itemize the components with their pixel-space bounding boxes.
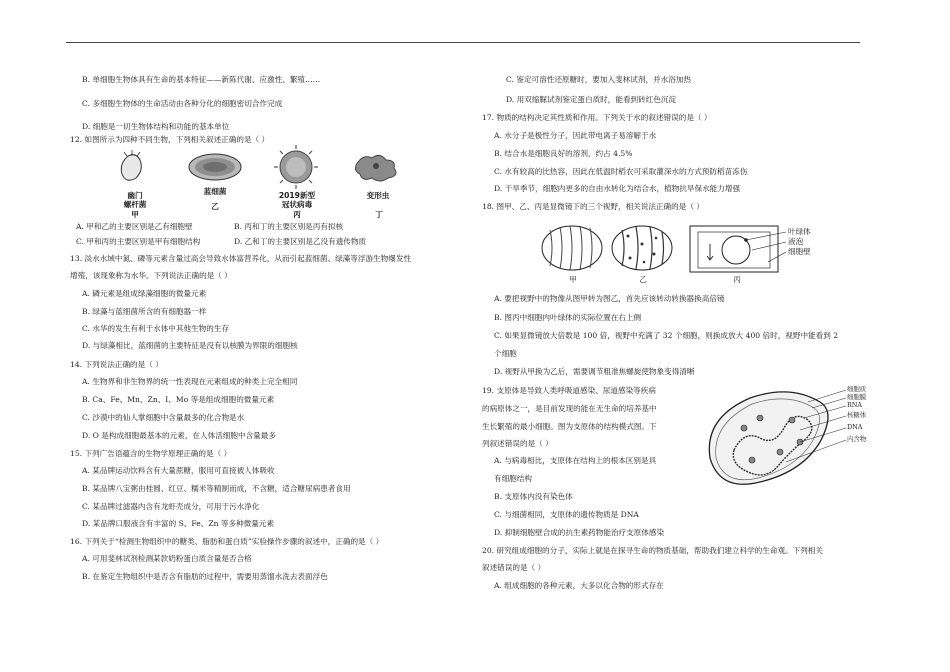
q19-option-b: B. 支原体内没有染色体 (494, 492, 573, 501)
q13-stem-line1: 13. 淡水水域中氮、磷等元素含量过高会导致水体富营养化，从而引起蓝细菌、绿藻等浮游生物爆发性 (70, 254, 412, 263)
q14-stem: 14. 下列说法正确的是（ ） (70, 360, 163, 369)
q17-option-b: B. 结合水是细胞良好的溶剂，约占 4.5% (494, 149, 633, 158)
q19-stem-line3: 生长繁殖的最小细胞。图为支原体的结构模式图。下 (482, 422, 657, 431)
q12-option-d: D. 乙和丁的主要区别是乙没有遗传物质 (234, 237, 367, 246)
q16-stem: 16. 下列关于“检测生物组织中的糖类、脂肪和蛋白质”实验操作步骤的叙述中，正确的是（ ） (70, 537, 384, 546)
q13-option-b: B. 绿藻与蓝细菌所含的有细胞器一样 (82, 307, 207, 316)
q18-option-d: D. 视野从甲换为乙后，需要调节粗准焦螺旋使物象变得清晰 (494, 367, 695, 376)
view-tag-1: 甲 (569, 275, 577, 284)
q17-option-d: D. 干旱季节，细胞内更多的自由水转化为结合水，植物抗旱保水能力增强 (494, 184, 741, 193)
myco-label-ribosome: 核糖体 (847, 411, 867, 419)
q13-option-d: D. 与绿藻相比，蓝细菌的主要特征是没有以核膜为界限的细胞核 (82, 341, 298, 350)
header-rule (66, 42, 860, 43)
q13-option-c: C. 水华的发生有利于水体中其他生物的生存 (82, 324, 230, 333)
coronavirus-icon (274, 145, 318, 189)
myco-label-inclusion: 内含物 (847, 435, 867, 443)
view-label-cell-wall: 细胞壁 (788, 247, 811, 256)
q11-option-c: C. 多细胞生物体的生命活动由各种分化的细胞密切合作完成 (82, 99, 283, 108)
q14-option-a: A. 生物界和非生物界的统一性表现在元素组成的种类上完全相同 (82, 377, 298, 386)
q18-figure (540, 218, 860, 290)
organism-tag-4: 丁 (375, 210, 383, 219)
q18-option-b: B. 图丙中细胞内叶绿体的实际位置在右上侧 (494, 313, 642, 322)
q14-option-c: C. 沙漠中的仙人掌细胞中含量最多的化合物是水 (82, 413, 245, 422)
q13-option-a: A. 磷元素是组成绿藻细胞的微量元素 (82, 289, 207, 298)
q11-option-b: B. 单细胞生物体具有生命的基本特征——新陈代谢、应激性、繁殖…… (82, 75, 321, 84)
view-tag-3: 丙 (733, 275, 741, 284)
q14-option-d: D. O 是构成细胞最基本的元素，在人体活细胞中含量最多 (82, 431, 276, 440)
q16-option-d: D. 用双缩脲试剂鉴定蛋白质时，能看到砖红色沉淀 (506, 95, 677, 104)
view-jia-icon (542, 226, 602, 270)
organism-tag-1: 甲 (131, 210, 139, 219)
q11-option-d: D. 细胞是一切生物体结构和功能的基本单位 (82, 122, 230, 131)
myco-label-membrane: 细胞膜 (847, 393, 867, 401)
view-label-chloroplast: 叶绿体 (788, 227, 811, 236)
organism-name-3b: 冠状病毒 (281, 200, 313, 209)
q13-stem-line2: 增殖，该现象称为水华。下列说法正确的是（ ） (70, 271, 232, 280)
view-yi-icon (612, 226, 672, 270)
q15-option-c: C. 某品牌过滤器内含有龙虾壳成分，可用于污水净化 (82, 502, 260, 511)
organism-tag-2: 乙 (211, 202, 219, 211)
myco-label-rna: RNA (847, 401, 863, 409)
q17-stem: 17. 物质的结构决定其性质和作用。下列关于水的叙述错误的是（ ） (482, 113, 712, 122)
q19-option-c: C. 与细菌相同，支原体的遗传物质是 DNA (494, 510, 639, 519)
q17-option-c: C. 水有较高的比热容，因此在低温时稻农可采取灌深水的方式预防稻苗冻伤 (494, 167, 748, 176)
organism-name-1b: 螺杆菌 (123, 200, 147, 209)
organism-name-4: 变形虫 (366, 191, 390, 200)
q20-option-a: A. 组成细胞的各种元素，大多以化合物的形式存在 (494, 581, 664, 590)
helicobacter-icon (121, 150, 141, 180)
q20-stem-line2: 叙述错误的是（ ） (482, 563, 546, 572)
q19-option-a-line2: 有细胞结构 (494, 474, 532, 483)
q19-figure (700, 385, 870, 488)
q17-option-a: A. 水分子是极性分子，因此带电离子易溶解于水 (494, 131, 657, 140)
view-label-vacuole: 液泡 (788, 237, 804, 246)
mycoplasma-drawing (700, 385, 870, 488)
view-tag-2: 乙 (639, 275, 647, 284)
q19-stem-line2: 的病原体之一，是目前发现的能在无生命的培养基中 (482, 404, 657, 413)
myco-label-cytoplasm: 细胞质 (847, 385, 867, 393)
cyanobacteria-icon (189, 154, 241, 180)
organism-name-3: 2019新型 (278, 191, 316, 200)
q20-stem-line1: 20. 研究组成细胞的分子，实际上就是在探寻生命的物质基础，帮助我们建立科学的生命观。下列相关 (482, 546, 824, 555)
q16-option-c: C. 鉴定可溶性还原糖时，要加入斐林试剂，并水浴加热 (506, 75, 692, 84)
q18-option-c-line1: C. 如果显微镜放大倍数是 100 倍，视野中充满了 32 个细胞，则换成放大 400 倍时，视野中能看到 2 (494, 331, 839, 340)
q18-stem: 18. 图甲、乙、丙是显微镜下的三个视野，相关说法正确的是（ ） (482, 202, 704, 211)
organism-tag-3: 丙 (293, 210, 301, 219)
microscope-views-drawing (540, 218, 860, 290)
q14-option-b: B. Ca、Fe、Mn、Zn、I、Mo 等是组成细胞的微量元素 (82, 395, 275, 404)
q15-option-b: B. 某品牌八宝粥由桂圆、红豆、糯米等精制而成，不含糖，适合糖尿病患者食用 (82, 484, 351, 493)
q16-option-b: B. 在鉴定生物组织中是否含有脂肪的过程中，需要用蒸馏水洗去表面浮色 (82, 572, 328, 581)
organism-name-1: 幽门 (127, 191, 143, 200)
four-organisms-drawing (110, 148, 440, 220)
q12-option-a: A. 甲和乙的主要区别是乙有细胞壁 (76, 222, 193, 231)
q19-option-a-line1: A. 与病毒相比，支原体在结构上的根本区别是具 (494, 456, 657, 465)
q16-option-a: A. 可用斐林试剂检测某款奶粉蛋白质含量是否合格 (82, 554, 252, 563)
q12-option-b: B. 丙和丁的主要区别是丙有拟核 (234, 222, 344, 231)
q12-stem: 12. 如图所示为四种不同生物，下列相关叙述正确的是（ ） (70, 135, 270, 144)
q18-option-a: A. 要把视野中的物像从图甲转为图乙，首先应该转动转换器换高倍镜 (494, 294, 725, 303)
q19-stem-line1: 19. 支原体是导致人类呼吸道感染、尿道感染等疾病 (482, 386, 656, 395)
q18-option-c-line2: 个细胞 (494, 349, 517, 358)
amoeba-icon (355, 155, 396, 181)
q15-option-d: D. 某品牌口服液含有丰富的 S、Fe、Zn 等多种微量元素 (82, 519, 275, 528)
q19-option-d: D. 抑制细胞壁合成的抗生素药物能治疗支原体感染 (494, 528, 665, 537)
q12-figure (110, 148, 440, 220)
q19-stem-line4: 列叙述错误的是（ ） (482, 439, 553, 448)
organism-name-2: 蓝细菌 (203, 187, 227, 196)
q15-option-a: A. 某品牌运动饮料含有大量蔗糖，服用可直接被人体吸收 (82, 466, 275, 475)
q15-stem: 15. 下列广告语蕴含的生物学原理正确的是（ ） (70, 449, 232, 458)
view-bing-icon (690, 226, 786, 272)
q12-option-c: C. 甲和丙的主要区别是甲有细胞结构 (76, 237, 201, 246)
myco-label-dna: DNA (847, 423, 863, 431)
